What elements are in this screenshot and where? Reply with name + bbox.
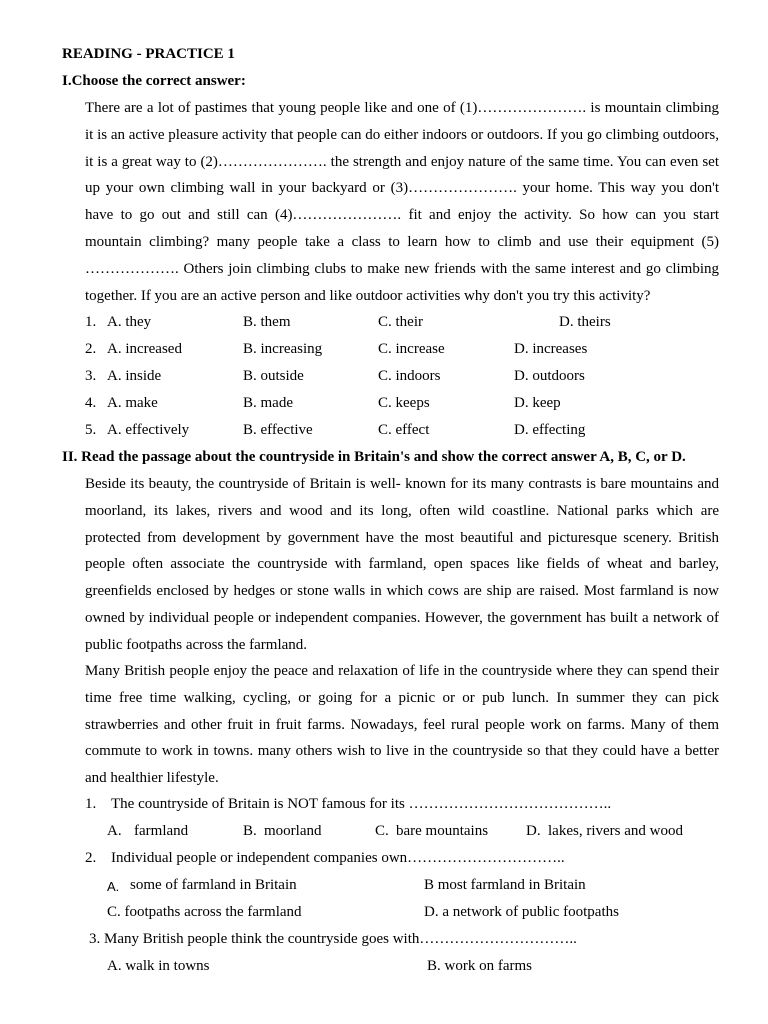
question-number: 2.	[85, 850, 97, 866]
option-a: A. inside	[107, 368, 162, 384]
option-c: C. effect	[378, 422, 430, 438]
question-stem: The countryside of Britain is NOT famous for its …………………………………..	[111, 796, 612, 812]
section-1-passage: There are a lot of pastimes that young people like and one of (1)…………………. is mountain climbing it is an active pleasure activity that people can do either indoors or outdoors. If you go climbing outdoors, it is a great way to (2)…………………. the strength and enjoy nature of the same time. You can even set up your own climbing wall in your backyard or (3)…………………. your home. This way you don't have to go out and still can (4)…………………. fit and enjoy the activity. So how can you start mountain climbing? many people take a class to learn how to climb and use their equipment (5) ………………. Others join climbing clubs to make new friends with the same interest and go climbing together. If you are an active person and like outdoor activities why don't you try this activity?	[85, 100, 720, 304]
option-c: C. increase	[378, 341, 445, 357]
option-b: B. made	[243, 395, 293, 411]
option-a-text: some of farmland in Britain	[130, 877, 297, 893]
section-1-heading: I.Choose the correct answer:	[62, 73, 246, 89]
option-d-letter: D.	[526, 823, 541, 839]
option-c: C. their	[378, 314, 423, 330]
option-d: D. outdoors	[514, 368, 585, 384]
section-2-heading: II. Read the passage about the countryside in Britain's and show the correct answer A, B, C, or D.	[62, 449, 686, 465]
option-b: B. outside	[243, 368, 304, 384]
option-b: B most farmland in Britain	[424, 877, 586, 893]
option-c-text: bare mountains	[396, 823, 489, 839]
option-a: A. increased	[107, 341, 182, 357]
option-b: B. them	[243, 314, 291, 330]
option-b: B. effective	[243, 422, 313, 438]
option-c-letter: C.	[375, 823, 389, 839]
question-number: 2.	[85, 341, 97, 357]
option-b-text: moorland	[264, 823, 322, 839]
option-c: C. keeps	[378, 395, 430, 411]
page-title: READING - PRACTICE 1	[62, 46, 235, 62]
section-2-paragraph-1: Beside its beauty, the countryside of Britain is well- known for its many contrasts is bare mountains and moorland, its lakes, rivers and wood and its long, often wild coastline. National parks which are protected from development by government have the most beautiful and picturesque scenery. British people often associate the countryside with farmland, open spaces like fields of wheat and barley, greenfields enclosed by hedges or stone walls in which cows are ship are raised. Most farmland is now owned by individual people or independent companies. However, the government has built a network of public footpaths across the farmland.	[85, 476, 719, 653]
question-number: 1.	[85, 796, 97, 812]
option-d: D. increases	[514, 341, 588, 357]
option-a-letter: A.	[107, 823, 122, 839]
option-a-letter: A.	[107, 879, 120, 894]
option-b: B. increasing	[243, 341, 323, 357]
option-b: B. work on farms	[427, 958, 532, 974]
section-2-paragraph-2: Many British people enjoy the peace and relaxation of life in the countryside where they can spend their time free time walking, cycling, or going for a picnic or or pub lunch. In summer they can pick strawberries and other fruit in fruit farms. Nowadays, feel rural people work on farms. Many of them commute to work in towns. many others wish to live in the countryside so that they could have a better and healthier lifestyle.	[85, 663, 719, 787]
option-d: D. keep	[514, 395, 561, 411]
question-stem: Individual people or independent companies own…………………………..	[111, 850, 565, 866]
question-number: 5.	[85, 422, 97, 438]
option-c: C. indoors	[378, 368, 441, 384]
option-b-letter: B.	[243, 823, 257, 839]
question-number: 3.	[85, 368, 97, 384]
option-a: A. make	[107, 395, 158, 411]
option-a: A. effectively	[107, 422, 190, 438]
option-a: A. they	[107, 314, 152, 330]
option-a-text: farmland	[134, 823, 189, 839]
question-number: 4.	[85, 395, 97, 411]
option-c: C. footpaths across the farmland	[107, 904, 302, 920]
option-d: D. effecting	[514, 422, 586, 438]
option-d: D. a network of public footpaths	[424, 904, 619, 920]
question-number: 1.	[85, 314, 97, 330]
question-stem: 3. Many British people think the countryside goes with…………………………..	[89, 931, 577, 947]
option-d: D. theirs	[559, 314, 611, 330]
option-d-text: lakes, rivers and wood	[548, 823, 683, 839]
option-a: A. walk in towns	[107, 958, 210, 974]
